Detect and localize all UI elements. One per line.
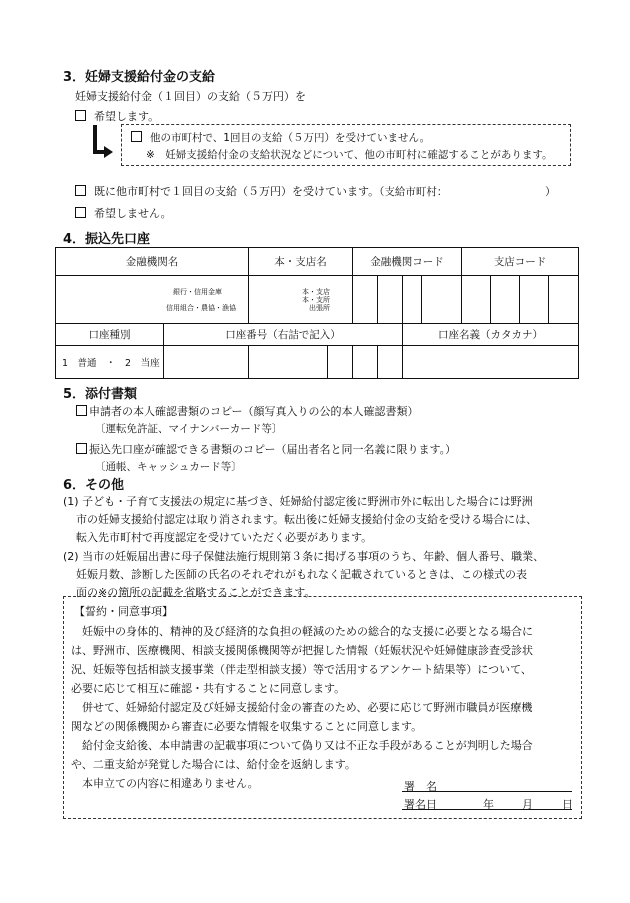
bank-types-2: 信用組合・農協・漁協	[166, 303, 236, 312]
date-month-label: 月	[522, 798, 533, 811]
account-type-field[interactable]: 1 普通 ・ 2 当座	[56, 346, 164, 379]
benefit-line: 妊婦支援給付金（１回目）の支給（５万円）を	[75, 90, 306, 103]
bank-code-digit[interactable]	[378, 276, 403, 324]
section4-heading: 4．振込先口座	[63, 232, 151, 247]
bank-code-digit[interactable]	[353, 276, 378, 324]
attach-1-examples: 〔運転免許証、マイナンバーカード等〕	[95, 423, 283, 435]
attach-2-label: 振込先口座が確認できる書類のコピー（届出者名と同一名義に限ります。）	[89, 443, 457, 456]
wish-label: 希望します。	[94, 110, 160, 123]
arrow-down-right-icon	[86, 122, 116, 162]
branch-code-digit[interactable]	[520, 276, 549, 324]
sign-date-field[interactable]	[402, 809, 572, 810]
attach-2-checkbox[interactable]	[76, 443, 87, 454]
consent-line: 妊娠中の身体的、精神的及び経済的な負担の軽減のための総合的な支援に必要となる場合に	[71, 625, 533, 638]
note2-line3: 面の※の箇所の記載を省略することができます。	[76, 586, 316, 599]
col-branch-name: 本・支店名	[249, 248, 353, 276]
col-account-number: 口座番号（右詰で記入）	[164, 324, 403, 346]
branch-code-digit[interactable]	[491, 276, 520, 324]
note1-line3: 転入先市町村で再度認定を受けていただく必要があります。	[76, 531, 373, 544]
sub-option-label: 他の市町村で、1回目の支給（５万円）を受けていません。	[150, 132, 431, 144]
sub-option-note: ※ 妊婦支援給付金の支給状況などについて、他の市町村に確認することがあります。	[146, 149, 553, 161]
consent-line: は、野洲市、医療機関、相談支援関係機関等が把握した情報（妊娠状況や妊婦健康診査受診状	[71, 644, 533, 657]
already-paren: （支給市町村：	[379, 186, 448, 198]
bank-account-table	[55, 247, 579, 379]
col-branch-code: 支店コード	[462, 248, 579, 276]
branch-name-field[interactable]	[249, 276, 353, 324]
consent-line: や、二重支給が発覚した場合には、給付金を返納します。	[71, 758, 356, 771]
attach-item-2[interactable]	[76, 441, 456, 457]
date-day-label: 日	[562, 798, 573, 811]
sign-date-label: 署名日	[404, 798, 437, 811]
account-number-digit[interactable]	[249, 346, 328, 379]
consent-line: 況、妊娠等包括相談支援事業（伴走型相談支援）等で活用するアンケート結果等）について、	[71, 663, 532, 676]
already-paren-close: ）	[545, 185, 556, 198]
signature-field[interactable]	[402, 791, 572, 792]
branch-types-1: 本・支店	[302, 287, 331, 296]
attach-1-label: 申請者の本人確認書類のコピー（顔写真入りの公的本人確認書類）	[89, 405, 419, 418]
attach-item-1[interactable]	[76, 403, 419, 419]
attach-1-checkbox[interactable]	[76, 405, 87, 416]
section6-heading: 6．その他	[63, 478, 125, 493]
account-number-digit[interactable]	[164, 346, 249, 379]
branch-types-3: 出張所	[309, 303, 331, 312]
col-bank-code: 金融機関コード	[353, 248, 462, 276]
sub-option[interactable]	[131, 130, 430, 145]
note2-line2: 妊娠月数、診断した医師の氏名のそれぞれがもれなく記載されているときは、この様式の表	[76, 568, 527, 581]
consent-line: 必要に応じて相互に確認・共有することに同意します。	[71, 682, 346, 695]
col-account-holder: 口座名義（カタカナ）	[403, 324, 579, 346]
bank-types-1: 銀行・信用金庫	[173, 287, 222, 296]
branch-code-digit[interactable]	[549, 276, 579, 324]
no-checkbox[interactable]	[75, 207, 86, 218]
section5-heading: 5．添付書類	[63, 387, 138, 402]
col-bank-name: 金融機関名	[56, 248, 249, 276]
sub-option-checkbox[interactable]	[131, 131, 142, 142]
branch-types-2: 本・支所	[302, 295, 331, 304]
account-number-digit[interactable]	[328, 346, 353, 379]
note1-line1: (1) 子ども・子育て支援法の規定に基づき、妊婦給付認定後に野洲市外に転出した場合には野洲	[63, 495, 533, 508]
signature-label: 署 名	[404, 780, 437, 793]
bank-code-digit[interactable]	[462, 276, 491, 324]
consent-line: 給付金支給後、本申請書の記載事項について偽り又は不正な手段があることが判明した場合	[71, 739, 533, 752]
bank-code-digit[interactable]	[403, 276, 422, 324]
account-number-digit[interactable]	[378, 346, 403, 379]
account-number-digit[interactable]	[353, 346, 378, 379]
note1-line2: 市の妊婦支援給付認定は取り消されます。転出後に妊婦支援給付金の支給を受ける場合には、	[76, 513, 538, 526]
bank-name-field[interactable]	[56, 276, 249, 324]
no-label: 希望しません。	[94, 207, 172, 220]
attach-2-examples: 〔通帳、キャッシュカード等〕	[95, 461, 242, 473]
already-checkbox[interactable]	[75, 185, 86, 196]
already-label: 既に他市町村で１回目の支給（５万円）を受けています。	[94, 185, 380, 198]
consent-line: 関などの関係機関から審査に必要な情報を収集することに同意します。	[71, 720, 423, 733]
account-holder-field[interactable]	[403, 346, 579, 379]
note2-line1: (2) 当市の妊娠届出書に母子保健法施行規則第３条に掲げる事項のうち、年齢、個人番号、職業、	[63, 550, 545, 563]
consent-line: 併せて、妊婦給付認定及び妊婦支援給付金の審査のため、必要に応じて野洲市職員が医療機	[71, 701, 533, 714]
section3-heading: 3．妊婦支援給付金の支給	[63, 70, 216, 85]
col-account-type: 口座種別	[56, 324, 164, 346]
consent-line: 本申立ての内容に相違ありません。	[71, 777, 259, 790]
wish-checkbox[interactable]	[75, 110, 86, 121]
option-no[interactable]	[75, 205, 172, 221]
option-already[interactable]	[75, 183, 447, 199]
bank-code-digit[interactable]	[422, 276, 462, 324]
date-year-label: 年	[483, 798, 494, 811]
consent-title: 【誓約・同意事項】	[74, 605, 173, 618]
